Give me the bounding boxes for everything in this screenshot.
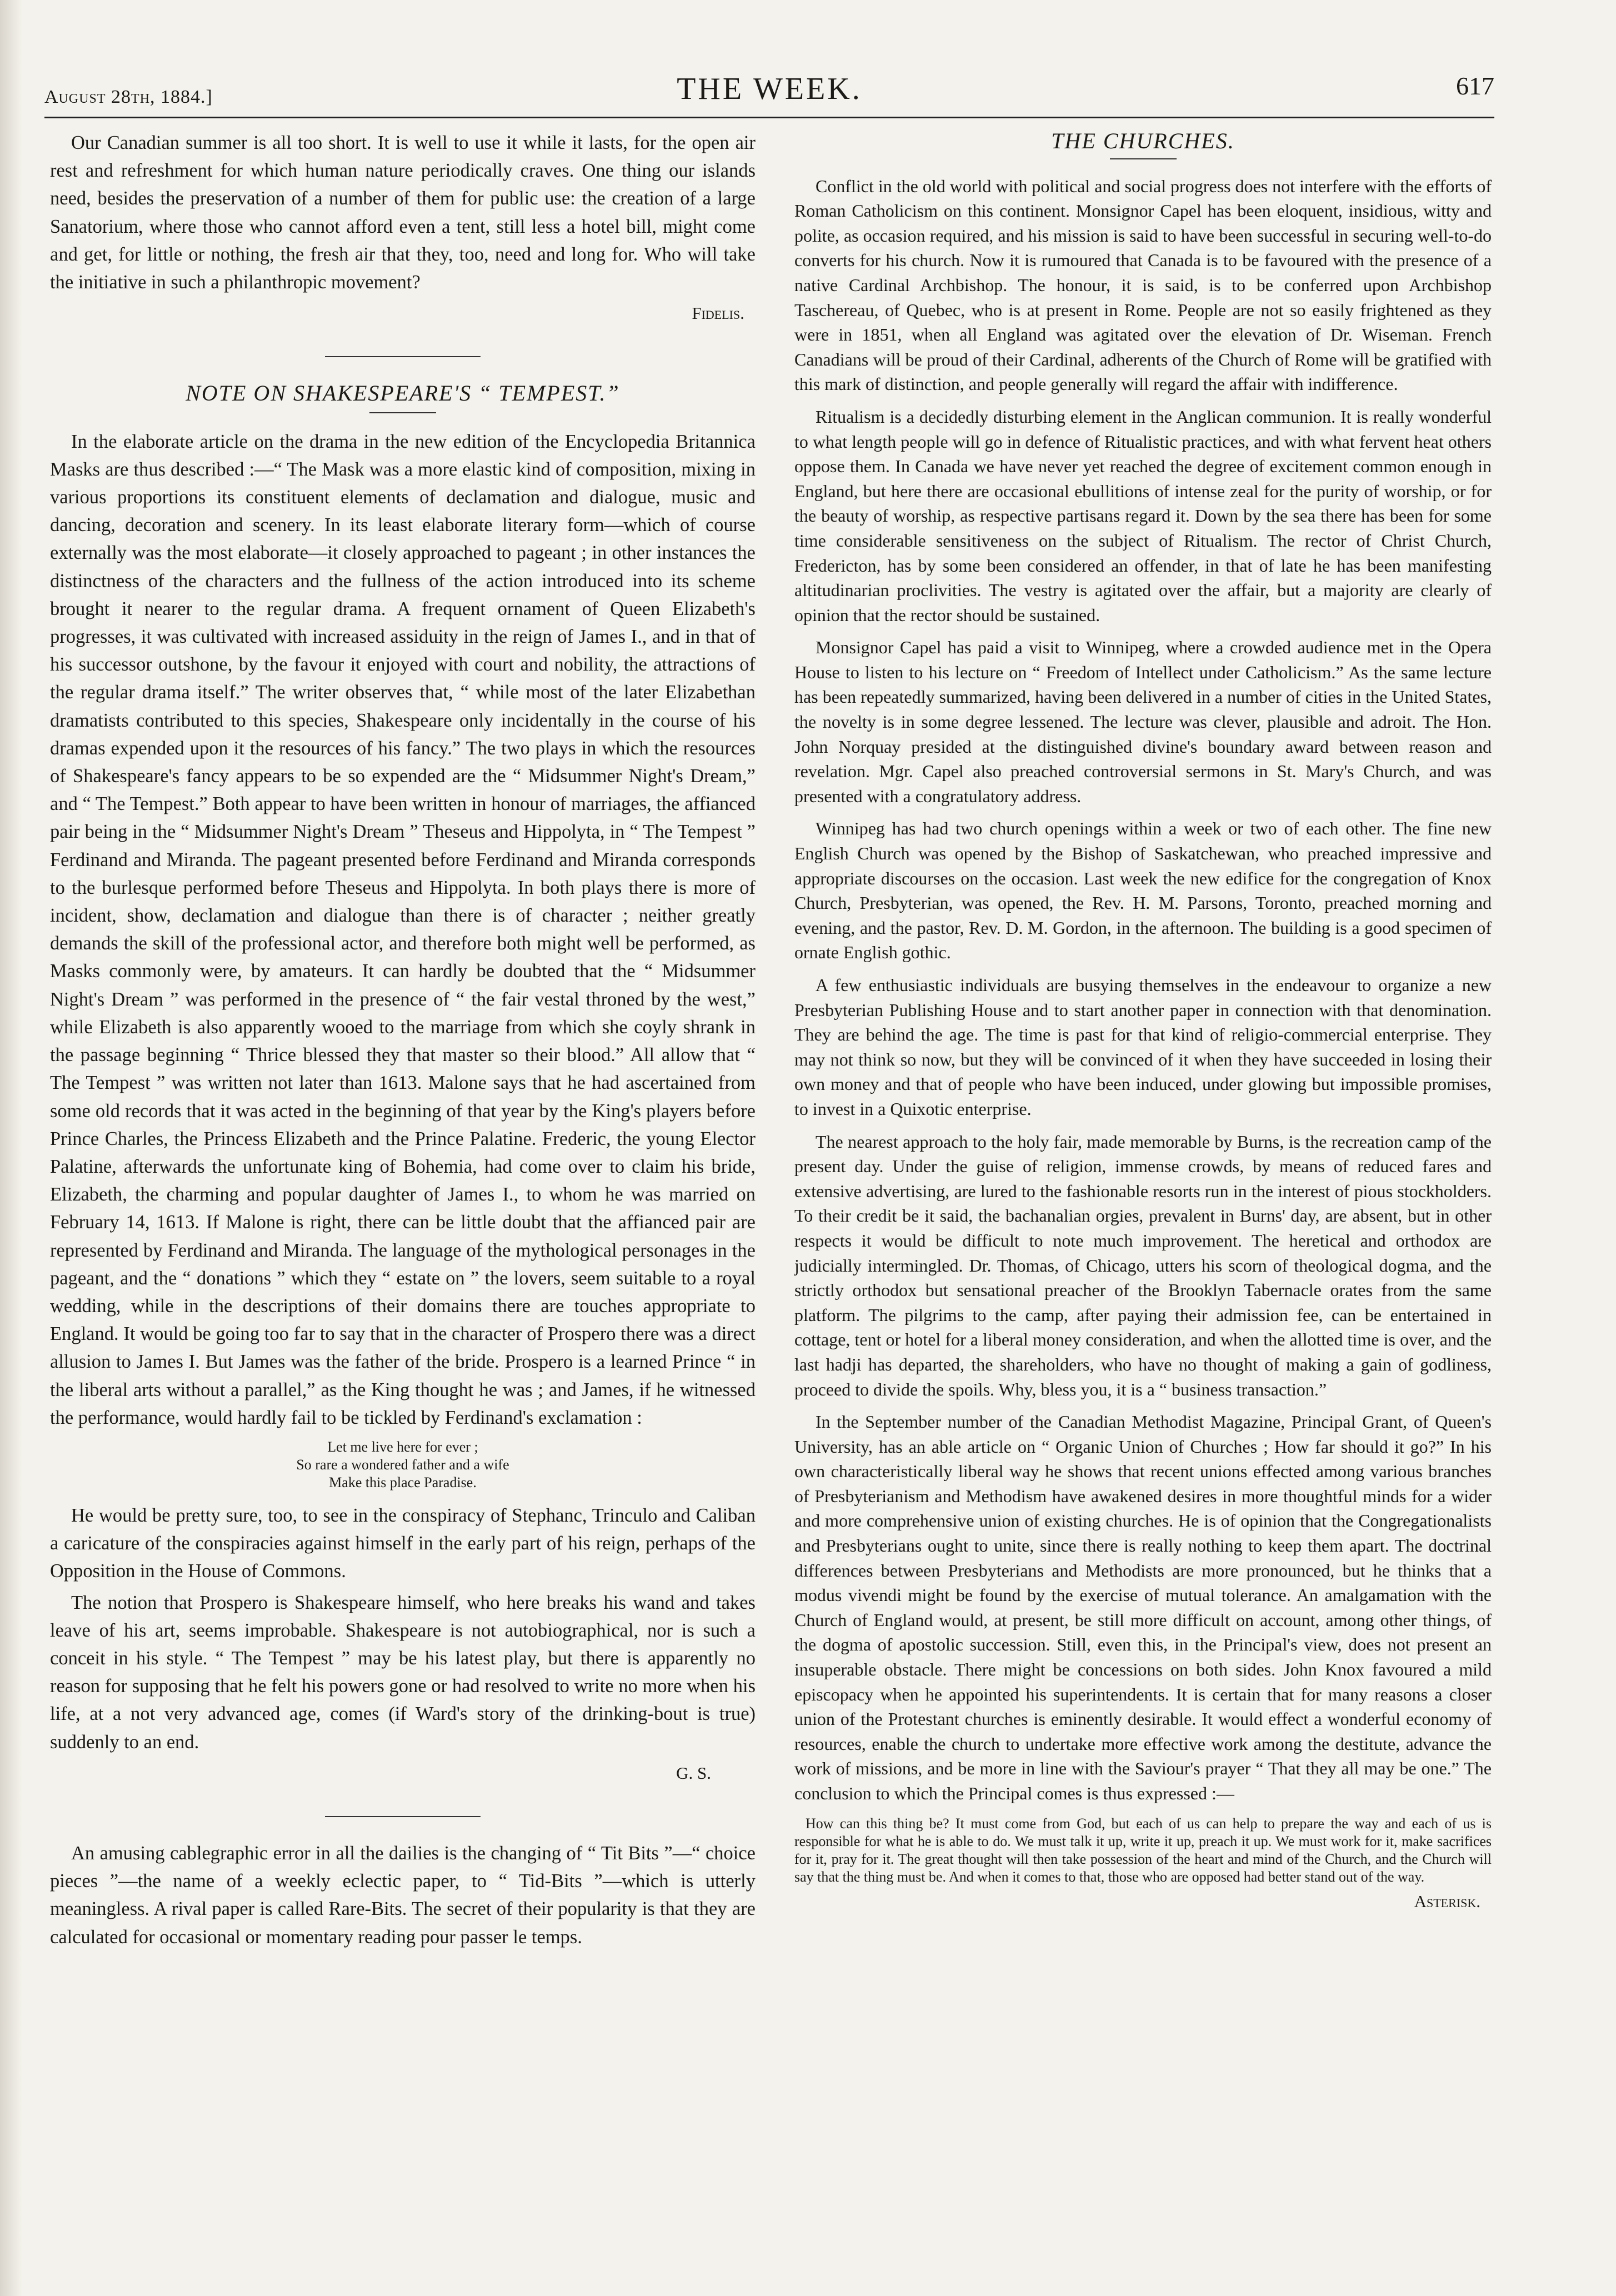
poem-line: Let me live here for ever ; (327, 1438, 478, 1455)
churches-signature: Asterisk. (1414, 1891, 1480, 1911)
methodist-magazine-paragraph: In the September number of the Canadian Methodist Magazine, Principal Grant, of Queen's University, has an able article on “ Organic Union of Churches ; How far should it go?” In his own characteristically liberal way he shows that recent unions effected among various branches of Presbyterianism and Methodism have awakened desires in more thoughtful minds for a wider and more comprehensive union of existing churches. He is of opinion that the Congregationalists and Presbyterians ought to unite, since there is really nothing to keep them apart. The doctrinal differences between Presbyterians and Methodists are more pronounced, but he thinks that a modus vivendi might be found by the exercise of mutual tolerance. An amalgamation with the Church of England would, at present, be still more difficult on account, among other things, of the dogma of apostolic succession. Still, even this, in the Principal's view, does not present an insuperable obstacle. There might be concessions on both sides. John Knox favoured a mild episcopacy when he appointed his superintendents. It is certain that for many reasons a closer union of the Protestant churches is eminently desirable. It would effect a wonderful economy of resources, enable the church to undertake more effective work among the destitute, advance the work of missions, and be more in line with the Saviour's prayer “ That they all may be one.” The conclusion to which the Principal comes is thus expressed :— (794, 1412, 1492, 1803)
holy-fair-paragraph: The nearest approach to the holy fair, made memorable by Burns, is the recreation camp of the present day. Under the guise of religion, immense crowds, by means of reduced fares and extensive advertising, are lured to the fashionable resorts run in the interest of pious stockholders. To their credit be it said, the bachanalian orgies, prevalent in Burns' day, are absent, but in other respects it would be difficult to note much improvement. The heretical and orthodox are judicially intermingled. Dr. Thomas, of Chicago, utters his scorn of theological dogma, and the strictly orthodox but sensational preacher of the Brooklyn Tabernacle orates from the same platform. The pilgrims to the camp, after paying their admission fee, can be entertained in cottage, tent or hotel for a liberal money consideration, and when the allotted time is over, and the last hadji has departed, the shareholders, who have no thought of making a gain of godliness, proceed to divide the spoils. Why, bless you, it is a “ business transaction.” (794, 1131, 1492, 1399)
summer-signature: Fidelis. (692, 303, 744, 323)
churches-title: THE CHURCHES. (1051, 128, 1235, 153)
right-column (794, 129, 1492, 1914)
section-divider (325, 1816, 481, 1817)
ritualism-paragraph: Ritualism is a decidedly disturbing element in the Anglican communion. It is really wonderful to what length people will go in defence of Ritualistic practices, and with what fervent heat others oppose them. In Canada we have never yet reached the degree of excitement common enough in England, but here there are occasional ebullitions of intense zeal for the purity of worship, or for the beauty of worship, as respective partisans regard it. Down by the sea there has been for some time considerable sensitiveness on the subject of Ritualism. The rector of Christ Church, Fredericton, has by some been considered an offender, in that of late he has been manifesting altitudinarian proclivities. The vestry is agitated over the affair, but a majority are clearly of opinion that the rector should be sustained. (794, 406, 1492, 625)
poem-quote (50, 1438, 756, 1492)
monsignor-paragraph: Monsignor Capel has paid a visit to Winnipeg, where a crowded audience met in the Opera House to listen to his lecture on “ Freedom of Intellect under Catholicism.” As the same lecture has been repeatedly summarized, having been delivered in a number of cities in the United States, the novelty is in some degree lessened. The lecture was clever, plausible and adroit. The Hon. John Norquay presided at the distinguished divine's boundary award between reason and revelation. Mgr. Capel also preached controversial sermons in St. Mary's Church, and was presented with a congratulatory address. (794, 637, 1492, 806)
page-number: 617 (1456, 72, 1494, 100)
page-header (44, 71, 1494, 121)
cablegraphic-paragraph: An amusing cablegraphic error in all the dailies is the changing of “ Tit Bits ”—“ choice pieces ”—the name of a weekly eclectic paper, to “ Tid-Bits ”—which is utterly meaningless. A rival paper is called Rare-Bits. The secret of their popularity is that they are calculated for occasional or momentary reading pour passer le temps. (50, 1842, 756, 1948)
poem-line: Make this place Paradise. (329, 1474, 477, 1490)
tempest-signature: G. S. (676, 1763, 711, 1783)
section-divider (325, 356, 481, 357)
winnipeg-paragraph: Winnipeg has had two church openings within a week or two of each other. The fine new English Church was opened by the Bishop of Saskatchewan, who preached impressive and appropriate discourses on the occasion. Last week the new edifice for the congregation of Knox Church, Presbyterian, was opened, the Rev. H. M. Parsons, Toronto, preached morning and evening, and the pastor, Rev. D. M. Gordon, in the afternoon. The building is a good specimen of ornate English gothic. (794, 818, 1492, 963)
summer-paragraph: Our Canadian summer is all too short. It is well to use it while it lasts, for the open air rest and refreshment for which human nature periodically craves. One thing our islands need, besides the preservation of a number of them for public use: the creation of a large Sanatorium, where those who cannot afford even a tent, still less a hotel bill, might come and get, for little or nothing, the fresh air that they, too, need and long for. Who will take the initiative in such a philanthropic movement? (50, 132, 756, 293)
conflict-paragraph: Conflict in the old world with political and social progress does not interfere with the efforts of Roman Catholicism on this continent. Monsignor Capel has been eloquent, insidious, witty and polite, as occasion required, and his mission is said to have been successful in securing well-to-do converts for his church. Now it is rumoured that Canada is to be favoured with the presence of a native Cardinal Archbishop. The honour, it is said, is to be conferred upon Archbishop Taschereau, of Quebec, who is at present in Rome. People are not so easily frightened as they were in 1851, when all England was agitated over the elevation of Dr. Wiseman. French Canadians will be proud of their Cardinal, adherents of the Church of Rome will be gratified with this mark of distinction, and people generally will regard the affair with indifference. (794, 176, 1492, 394)
tempest-title: NOTE ON SHAKESPEARE'S “ TEMPEST.” (186, 381, 620, 406)
tempest-paragraph-2: He would be pretty sure, too, to see in the conspiracy of Stephanc, Trinculo and Caliban a caricature of the conspiracies against himself in the early part of his reign, perhaps of the Opposition in the House of Commons. (50, 1504, 756, 1582)
tempest-paragraph-3: The notion that Prospero is Shakespeare himself, who here breaks his wand and takes leave of his art, seems improbable. Shakespeare is not autobiographical, nor is such a conceit in his style. “ The Tempest ” may be his latest play, but there is apparently no reason for supposing that he felt his powers gone or had resolved to write no more when his life, at a not very advanced age, comes (if Ward's story of the drinking-bout is true) suddenly to an end. (50, 1592, 756, 1753)
poem-line: So rare a wondered father and a wife (296, 1456, 509, 1473)
left-column (50, 129, 756, 1951)
title-rule (369, 412, 436, 413)
scan-edge (0, 0, 22, 2296)
tempest-paragraph-1: In the elaborate article on the drama in the new edition of the Encyclopedia Britannica Masks are thus described :—“ The Mask was a more elastic kind of composition, mixing in various proportions its constituent elements of declamation and dialogue, music and dancing, decoration and scenery. In its least elaborate literary form—which of course externally was the most elaborate—it closely approached to pageant ; in other instances the distinctness of the characters and the fullness of the action introduced into its scheme brought it nearer to the regular drama. A frequent ornament of Queen Elizabeth's progresses, it was cultivated with increased assiduity in the reign of James I., and in that of his successor outshone, by the favour it enjoyed with court and nobility, the attractions of the regular drama itself.” The writer observes that, “ while most of the later Elizabethan dramatists contributed to this species, Shakespeare only incidentally in the course of his dramas expended upon it the resources of his fancy.” The two plays in which the resources of Shakespeare's fancy appears to be so expended are the “ Midsummer Night's Dream,” and “ The Tempest.” Both appear to have been written in honour of marriages, the affianced pair being in the “ Midsummer Night's Dream ” Theseus and Hippolyta, in “ The Tempest ” Ferdinand and Miranda. The pageant presented before Ferdinand and Miranda corresponds to the burlesque performed before Theseus and Hippolyta. In both plays there is more of incident, show, declamation and dialogue than there is of character ; neither greatly demands the skill of the professional actor, and therefore both might well be performed, as Masks commonly were, by amateurs. It can hardly be doubted that the “ Midsummer Night's Dream ” was performed in the presence of “ the fair vestal throned by the west,” while Elizabeth is also apparently wooed to the marriage from which she coyly shrank in the passage beginning “ Thrice blessed they that master so their blood.” All allow that “ The Tempest ” was written not later than 1613. Malone says that he had ascertained from some old records that it was acted in the beginning of that year by the King's players before Prince Charles, the Princess Elizabeth and the Prince Palatine. Frederic, the young Elector Palatine, afterwards the unfortunate king of Bohemia, had come over to claim his bride, Elizabeth, the charming and popular daughter of James I., to whom he was married on February 14, 1613. If Malone is right, there can be little doubt that the affianced pair are represented by Ferdinand and Miranda. The language of the mythological personages in the pageant, and the “ donations ” which they “ estate on ” the lovers, seem suitable to a royal wedding, while in the descriptions of their domains there are touches appropriate to England. It would be going too far to say that in the character of Prospero there was a direct allusion to James I. But James was the father of the bride. Prospero is a learned Prince “ in the liberal arts without a parallel,” as the King thought he was ; and James, if he witnessed the performance, would hardly fail to be tickled by Ferdinand's exclamation : (50, 431, 756, 1428)
header-rule (44, 117, 1494, 118)
publishing-paragraph: A few enthusiastic individuals are busying themselves in the endeavour to organize a new Presbyterian Publishing House and to start another paper in connection with that denomination. They are behind the age. The time is past for that kind of religio-commercial enterprise. They may not think so now, but they will be convinced of it when they have succeeded in losing their own money and that of people who have been induced, under glowing but impossible promises, to invest in a Quixotic enterprise. (794, 975, 1492, 1119)
issue-date: August 28th, 1884.] (44, 87, 213, 107)
principal-quote: How can this thing be? It must come from God, but each of us can help to prepare the way and each of us is responsible for what he is able to do. We must talk it up, write it up, preach it up. We must work for it, make sacrifices for it, pray for it. The great thought will then take possession of the heart and mind of the Church, and the Church will say that the thing must be. And when it comes to that, those who are opposed had better stand out of the way. (794, 1815, 1492, 1885)
title-rule (1110, 158, 1177, 159)
masthead-title: THE WEEK. (677, 72, 862, 106)
